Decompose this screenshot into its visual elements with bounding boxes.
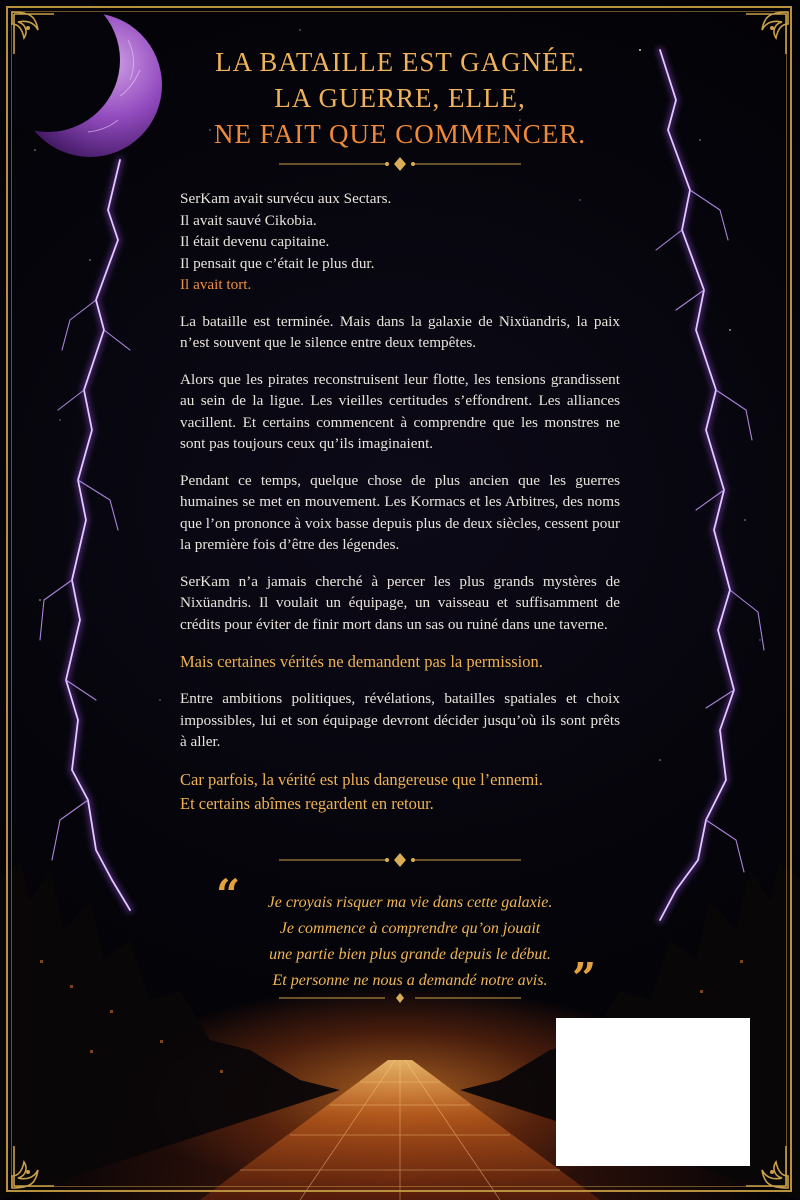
quote-line: Je commence à comprendre qu’on jouait [279, 920, 541, 937]
paragraph: La bataille est terminée. Mais dans la galaxie de Nixüandris, la paix n’est souvent que le silence entre deux tempêtes. [180, 312, 620, 351]
closing-line: Et certains abîmes regardent en retour. [180, 793, 434, 813]
paragraph: Pendant ce temps, quelque chose de plus ancien que les guerres humaines se met en mouvement. Les Kormacs et les Arbitres, des noms que l’on prononce à voix basse depuis plus de deux siècles, cessent pour la première fois d’être des légendes. [180, 471, 620, 553]
intro-line: SerKam avait survécu aux Sectars. [180, 190, 392, 207]
headline-line-2: LA GUERRE, ELLE, [274, 83, 526, 113]
paragraph: Alors que les pirates reconstruisent leur flotte, les tensions grandissent au sein de la ligue. Les vieilles certitudes s’effondrent. Les alliances vacillent. Et certains commencent à comprendre que les monstres ne sont pas toujours ceux qu’ils imaginaient. [180, 370, 620, 452]
intro-line: Il avait sauvé Cikobia. [180, 211, 317, 229]
quote-line: Et personne ne nous a demandé notre avis. [272, 972, 548, 989]
intro-line: Il était devenu capitaine. [180, 233, 330, 250]
closing-lines [180, 768, 620, 816]
paragraph: SerKam n’a jamais cherché à percer les plus grands mystères de Nixüandris. Il voulait un équipage, un vaisseau et suffisamment de crédits pour éviter de finir mort dans un sas ou ruiné dans une taverne. [180, 572, 620, 633]
pull-quote [215, 890, 605, 994]
intro-block [180, 188, 620, 296]
close-quote-mark: ” [572, 954, 597, 1003]
synopsis [180, 188, 620, 831]
headline [0, 44, 800, 152]
open-quote-mark: “ [216, 870, 241, 919]
quote-line: Je croyais risquer ma vie dans cette galaxie. [267, 894, 553, 911]
divider-ornament-top [275, 156, 525, 172]
headline-line-3: NE FAIT QUE COMMENCER. [213, 119, 586, 149]
lightning-left [40, 160, 130, 910]
lightning-right [656, 50, 764, 920]
intro-emphasis: Il avait tort. [180, 276, 252, 293]
divider-ornament-bottom [275, 990, 525, 1006]
paragraph: Entre ambitions politiques, révélations, batailles spatiales et choix impossibles, lui et son équipage devront décider jusqu’où ils sont prêts à aller. [180, 690, 620, 750]
intro-line: Il pensait que c’était le plus dur. [180, 254, 375, 272]
quote-line: une partie bien plus grande depuis le début. [269, 946, 551, 963]
highlight-line: Mais certaines vérités ne demandent pas la permission. [180, 652, 543, 671]
headline-line-1: LA BATAILLE EST GAGNÉE. [215, 47, 585, 77]
divider-ornament-middle [275, 852, 525, 868]
closing-line: Car parfois, la vérité est plus dangereuse que l’ennemi. [180, 769, 543, 789]
barcode-placeholder [556, 1018, 750, 1166]
corner-ornament-bottom-left [8, 1136, 64, 1192]
